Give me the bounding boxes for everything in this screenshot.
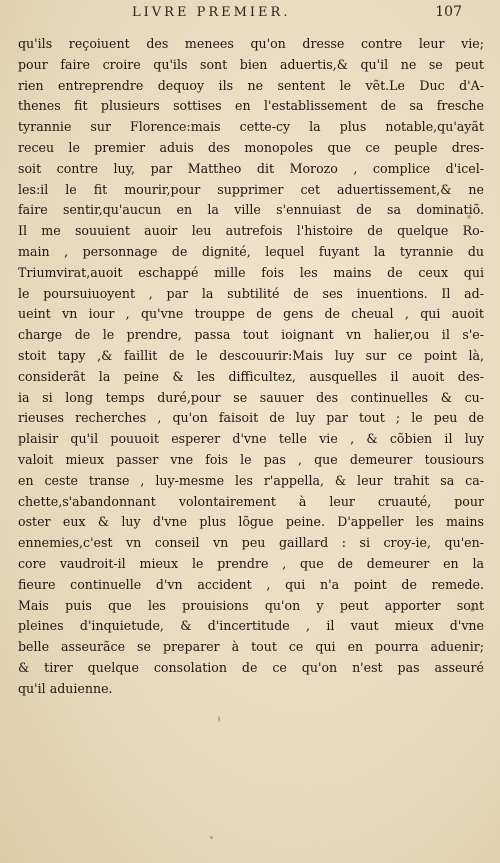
text-line: charge de le prendre, passa tout ioignant vn halier,ou il s'e- (18, 327, 484, 343)
text-line: tyrannie sur Florence:mais cette-cy la plus notable,qu'ayãt (18, 119, 484, 135)
text-line: & tirer quelque consolation de ce qu'on n'est pas asseuré (18, 659, 484, 675)
text-line: pour faire croire qu'ils sont bien aduertis,& qu'il ne se peut (18, 56, 484, 72)
text-line: thenes fit plusieurs sottises en l'establissement de sa fresche (18, 98, 484, 114)
paper-speck (210, 836, 213, 839)
text-line: valoit mieux passer vne fois le pas , que demeurer tousiours (18, 451, 484, 467)
text-line: ennemies,c'est vn conseil vn peu gaillard : si croy-ie, qu'en- (18, 535, 484, 551)
text-line: stoit tapy ,& faillit de le descouurir:Mais luy sur ce point là, (18, 347, 484, 363)
text-line: considerãt la peine & les difficultez, ausquelles il auoit des- (18, 368, 484, 384)
text-line: rieuses recherches , qu'on faisoit de luy par tout ; le peu de (18, 410, 484, 426)
running-title: LIVRE PREMIER. (132, 5, 291, 20)
text-line: receu le premier aduis des monopoles que ce peuple dres- (18, 139, 484, 155)
paper-speck (470, 607, 475, 612)
text-line: soit contre luy, par Mattheo dit Morozo , complice d'icel- (18, 160, 484, 176)
text-line: Il me souuient auoir leu autrefois l'histoire de quelque Ro- (18, 223, 484, 239)
paper-speck (218, 716, 220, 722)
page-number: 107 (435, 4, 462, 20)
text-line: core vaudroit-il mieux le prendre , que de demeurer en la (18, 555, 484, 571)
text-line: qu'il aduienne. (18, 680, 113, 696)
text-line: Mais puis que les prouisions qu'on y peut apporter sont (18, 597, 484, 613)
text-line: pleines d'inquietude, & d'incertitude , il vaut mieux d'vne (18, 618, 484, 634)
text-line: en ceste transe , luy-mesme les r'appella, & leur trahit sa ca- (18, 472, 484, 488)
text-line: le poursuiuoyent , par la subtilité de ses inuentions. Il ad- (18, 285, 484, 301)
text-line: belle asseurãce se preparer à tout ce qui en pourra aduenir; (18, 639, 484, 655)
text-line: plaisir qu'il pouuoit esperer d'vne telle vie , & cõbien il luy (18, 431, 484, 447)
text-line: oster eux & luy d'vne plus lõgue peine. D'appeller les mains (18, 514, 484, 530)
text-line: qu'ils reçoiuent des menees qu'on dresse contre leur vie; (18, 36, 484, 51)
paper-speck (467, 215, 471, 219)
text-line: Triumvirat,auoit eschappé mille fois les mains de ceux qui (18, 264, 484, 280)
text-line: fieure continuelle d'vn accident , qui n'a point de remede. (18, 576, 484, 592)
text-line: rien entreprendre dequoy ils ne sentent le vẽt.Le Duc d'A- (18, 77, 484, 93)
text-line: main , personnage de dignité, lequel fuyant la tyrannie du (18, 243, 484, 259)
text-line: ueint vn iour , qu'vne trouppe de gens de cheual , qui auoit (18, 306, 484, 322)
text-line: faire sentir,qu'aucun en la ville s'ennuiast de sa dominatiõ. (18, 202, 484, 218)
page-header (132, 2, 462, 22)
text-line: les:il le fit mourir,pour supprimer cet aduertissement,& ne (18, 181, 484, 197)
text-line: ia si long temps duré,pour se sauuer des continuelles & cu- (18, 389, 484, 405)
body-text (18, 34, 484, 700)
text-line: chette,s'abandonnant volontairement à leur cruauté, pour (18, 493, 484, 509)
